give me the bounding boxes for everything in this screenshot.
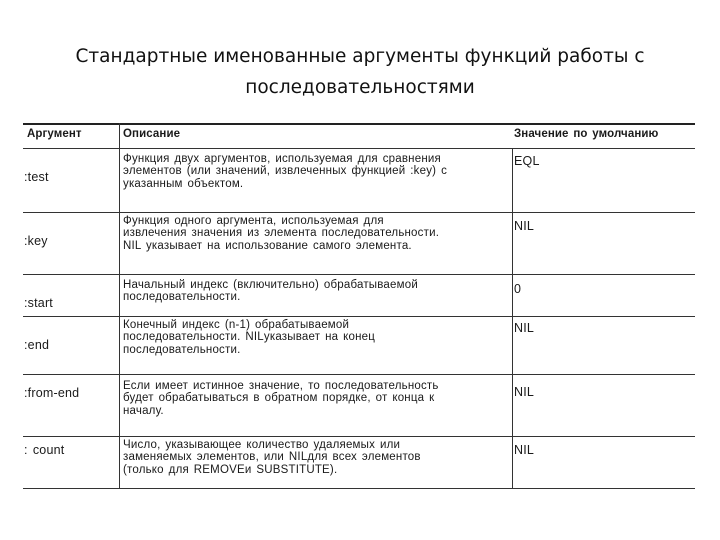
row-argument: :test [24, 170, 49, 184]
description-line: последовательности. [123, 343, 241, 356]
row-rule [23, 436, 695, 437]
row-default: NIL [514, 321, 535, 335]
row-default: NIL [514, 385, 535, 399]
row-argument: :start [24, 296, 53, 310]
row-argument: : count [24, 443, 65, 457]
row-description [123, 215, 513, 252]
description-line: Если имеет истинное значение, то последовательность [123, 380, 439, 392]
row-description [123, 439, 513, 476]
header-bottom-rule [23, 148, 695, 149]
description-line: (только для REMOVEи SUBSTITUTE). [123, 463, 338, 476]
row-default: 0 [514, 282, 522, 296]
description-line: указанным объектом. [123, 177, 244, 190]
row-description [123, 153, 513, 190]
row-rule [23, 374, 695, 375]
description-line: Функция одного аргумента, используемая для [123, 215, 384, 227]
table-bottom-rule [23, 488, 695, 489]
description-line: будет обрабатываться в обратном порядке, от конца к [123, 392, 435, 405]
description-line: Начальный индекс (включительно) обрабатываемой [123, 279, 418, 291]
row-rule [23, 212, 695, 213]
description-line: NIL указывает на использование самого элемента. [123, 239, 412, 252]
row-default: NIL [514, 219, 535, 233]
row-description [123, 380, 513, 417]
description-line: извлечения значения из элемента последовательности. [123, 227, 440, 240]
arguments-table [23, 123, 695, 488]
slide-title [0, 41, 720, 103]
row-rule [23, 274, 695, 275]
header-argument: Аргумент [27, 128, 82, 140]
row-argument: :end [24, 338, 50, 352]
description-line: Конечный индекс (n-1) обрабатываемой [123, 319, 350, 331]
description-line: Число, указывающее количество удаляемых или [123, 439, 401, 451]
slide-title-line-2: последовательностями [245, 77, 475, 98]
column-divider [119, 123, 120, 488]
header-description: Описание [123, 128, 181, 140]
row-description [123, 279, 513, 304]
row-rule [23, 316, 695, 317]
description-line: последовательности. [123, 291, 241, 304]
row-description [123, 319, 513, 356]
row-default: EQL [514, 154, 540, 168]
description-line: Функция двух аргументов, используемая для сравнения [123, 153, 441, 165]
slide-title-line-1: Стандартные именованные аргументы функций работы с [75, 46, 645, 67]
description-line: заменяемых элементов, или NILдля всех элементов [123, 451, 421, 464]
row-argument: :from-end [24, 386, 80, 400]
description-line: элементов (или значений, извлеченных функцией :key) с [123, 165, 448, 178]
row-default: NIL [514, 443, 535, 457]
description-line: последовательности. NILуказывает на конец [123, 331, 376, 344]
column-divider [512, 148, 513, 488]
header-default: Значение по умолчанию [514, 128, 659, 140]
row-argument: :key [24, 234, 48, 248]
table-top-rule [23, 123, 695, 125]
description-line: началу. [123, 404, 164, 417]
